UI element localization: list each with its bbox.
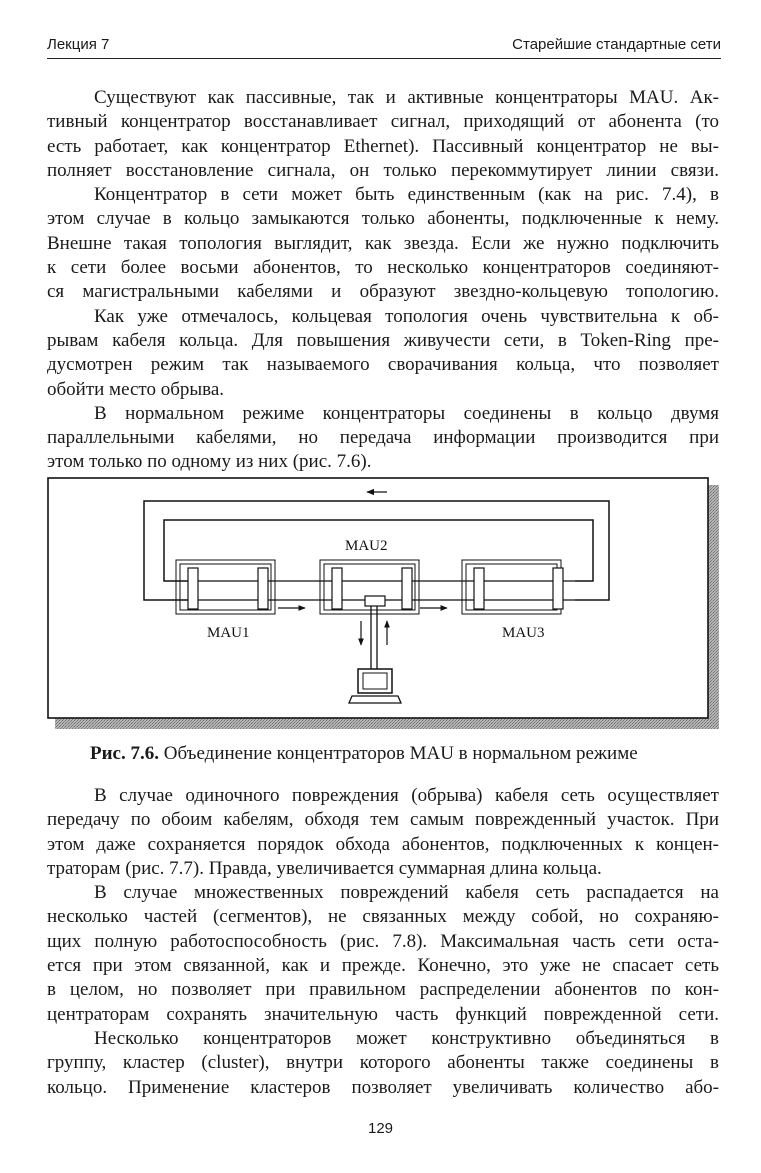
text-line: к сети более восьми абонентов, то несколько концентраторов соединяют-	[47, 257, 719, 279]
text-line: несколько частей (сегментов), не связанных между собой, но сохраняю-	[47, 906, 719, 928]
text-line: центраторам сохранять значительную часть функций поврежденной сети.	[47, 1003, 719, 1025]
text-block-bottom	[47, 784, 719, 1100]
text-line: щих полную работоспособность (рис. 7.8). Максимальная часть сети оста-	[47, 930, 719, 952]
text-line: параллельными кабелями, но передача информации производится при	[47, 427, 719, 449]
caption-text: Объединение концентраторов MAU в нормальном режиме	[163, 743, 638, 764]
text-line: Как уже отмечалось, кольцевая топология очень чувствительна к об-	[94, 305, 719, 327]
text-line: есть работает, как концентратор Ethernet). Пассивный концентратор не вы-	[47, 135, 719, 157]
figure-mau-ring	[47, 477, 719, 730]
text-line: в целом, но позволяет при правильном распределении абонентов по кон-	[47, 979, 719, 1001]
text-line: этом даже сохраняется порядок обхода абонентов, подключенных к концен-	[47, 833, 719, 855]
text-line: Внешне такая топология выглядит, как звезда. Если же нужно подключить	[47, 232, 719, 254]
text-line: ется при этом связанной, как и прежде. Конечно, это уже не спасает сеть	[47, 955, 719, 977]
text-line: тивный концентратор восстанавливает сигнал, приходящий от абонента (то	[47, 111, 719, 133]
caption-number: Рис. 7.6.	[90, 743, 159, 764]
text-line: полняет восстановление сигнала, он только перекоммутирует линии связи.	[47, 159, 719, 181]
text-line: кольцо. Применение кластеров позволяет увеличивать количество або-	[47, 1076, 719, 1098]
text-line: Концентратор в сети может быть единственным (как на рис. 7.4), в	[94, 184, 719, 206]
running-header	[47, 36, 721, 58]
text-line: Несколько концентраторов может конструктивно объединяться в	[94, 1027, 719, 1049]
header-section-title: Старейшие стандартные сети	[512, 36, 721, 53]
text-line: рывам кабеля кольца. Для повышения живучести сети, в Token-Ring пре-	[47, 329, 719, 351]
header-lecture: Лекция 7	[47, 36, 110, 53]
frame-shadow-bottom	[55, 718, 719, 729]
text-line: В случае одиночного повреждения (обрыва) кабеля сеть осуществляет	[94, 785, 719, 806]
text-line: этом случае в кольцо замыкаются только абоненты, подключенные к нему.	[47, 208, 719, 230]
text-line: В случае множественных повреждений кабеля сеть распадается на	[94, 882, 719, 904]
text-block-top	[47, 86, 719, 475]
text-line: В нормальном режиме концентраторы соединены в кольцо двумя	[94, 402, 719, 424]
text-line: Существуют как пассивные, так и активные концентраторы MAU. Ак-	[94, 87, 719, 108]
header-rule	[47, 58, 721, 59]
label-mau3: MAU3	[502, 625, 545, 641]
ring-diagram	[47, 477, 719, 730]
text-line: траторам (рис. 7.7). Правда, увеличивается суммарная длина кольца.	[47, 857, 602, 879]
page-number: 129	[367, 1120, 394, 1137]
text-line: ся магистральными кабелями и образуют звездно-кольцевую топологию.	[47, 281, 719, 303]
text-line: передачу по обоим кабелям, обходя тем самым поврежденный участок. При	[47, 809, 719, 831]
text-line: группу, кластер (cluster), внутри которого абоненты также соединены в	[47, 1052, 719, 1074]
text-line: обойти место обрыва.	[47, 378, 225, 400]
text-line: дусмотрен режим так называемого сворачивания кольца, что позволяет	[47, 354, 719, 376]
label-mau1: MAU1	[207, 625, 250, 641]
label-mau2: MAU2	[345, 538, 388, 554]
figure-caption	[90, 743, 638, 765]
text-line: этом только по одному из них (рис. 7.6).	[47, 451, 372, 473]
